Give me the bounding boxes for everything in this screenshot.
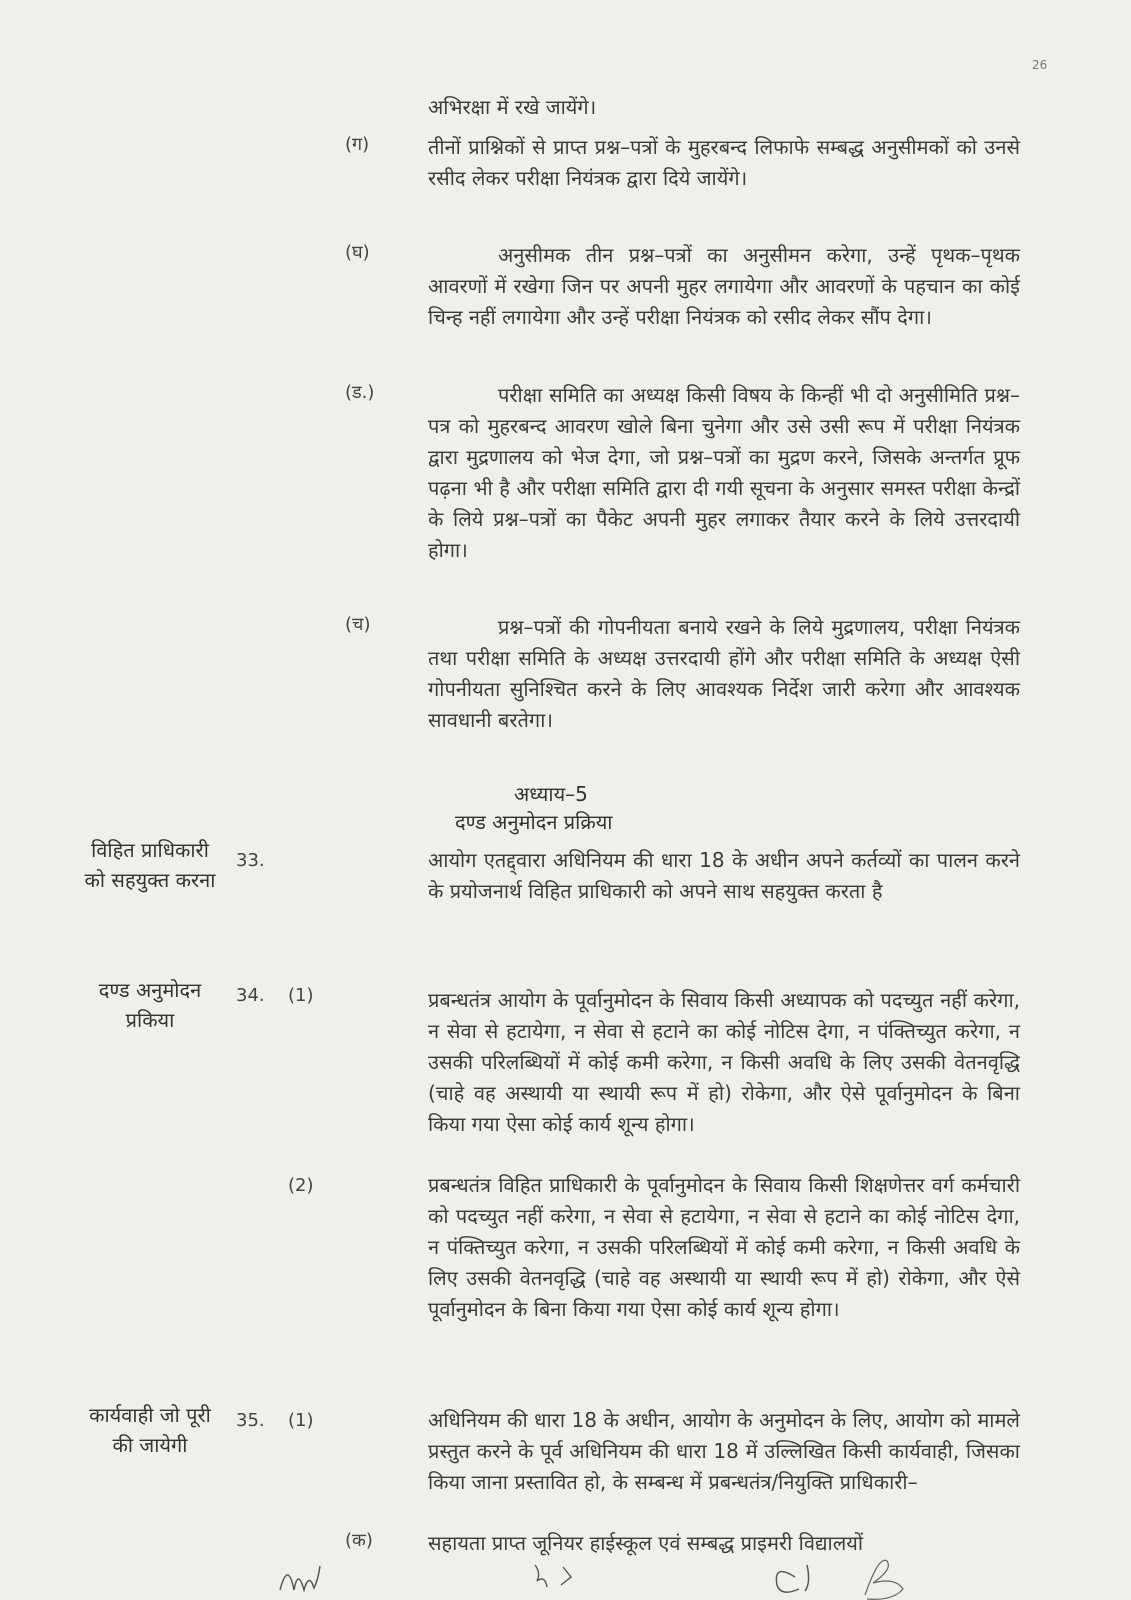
section-text-33: आयोग एतद्द्वारा अधिनियम की धारा 18 के अधीन अपने कर्तव्यों का पालन करने के प्रयोजनार्थ विहित प्राधिकारी को अपने साथ सहयुक्त करता है <box>428 848 1020 903</box>
section-number-34: 34. <box>236 985 265 1006</box>
continued-text: अभिरक्षा में रखे जायेंगे। <box>428 95 597 119</box>
section-number-35: 35. <box>236 1410 265 1431</box>
chapter-title: दण्ड अनुमोदन प्रक्रिया <box>455 810 613 834</box>
clause-text-ka: सहायता प्राप्त जूनियर हाईस्कूल एवं सम्बद्ध प्राइमरी विद्यालयों <box>428 1531 864 1555</box>
subsection-text-35-1: अधिनियम की धारा 18 के अधीन, आयोग के अनुमोदन के लिए, आयोग को मामले प्रस्तुत करने के पूर्व अधिनियम की धारा 18 में उल्लिखित किसी कार्यवाही, जिसका किया जाना प्रस्तावित हो, के सम्बन्ध में प्रबन्धतंत्र/नियुक्ति प्राधिकारी– <box>428 1408 1020 1494</box>
clause-text-cha: प्रश्न–पत्रों की गोपनीयता बनाये रखने के लिये मुद्रणालय, परीक्षा नियंत्रक तथा परीक्षा समिति के अध्यक्ष उत्तरदायी होंगे और परीक्षा समिति के अध्यक्ष ऐसी गोपनीयता सुनिश्चित करने के लिए आवश्यक निर्देश जारी करेगा और आवश्यक सावधानी बरतेगा। <box>428 615 1020 732</box>
subsection-label-34-1: (1) <box>288 985 314 1006</box>
clause-text-ga: तीनों प्राश्निकों से प्राप्त प्रश्न–पत्रों के मुहरबन्द लिफाफे सम्बद्ध अनुसीमकों को उनसे रसीद लेकर परीक्षा नियंत्रक द्वारा दिये जायेंगे। <box>428 135 1020 190</box>
clause-label-da: (ड.) <box>345 382 375 403</box>
subsection-text-34-1: प्रबन्धतंत्र आयोग के पूर्वानुमोदन के सिवाय किसी अध्यापक को पदच्युत नहीं करेगा, न सेवा से हटायेगा, न सेवा से हटाने का कोई नोटिस देगा, न पंक्तिच्युत करेगा, न उसकी परिलब्धियों में कोई कमी करेगा, न किसी अवधि के लिए उसकी वेतनवृद्धि (चाहे वह अस्थायी या स्थायी रूप में हो) रोकेगा, और ऐसे पूर्वानुमोदन के बिना किया गया ऐसा कोई कार्य शून्य होगा। <box>428 988 1020 1136</box>
clause-text-da: परीक्षा समिति का अध्यक्ष किसी विषय के किन्हीं भी दो अनुसीमिति प्रश्न–पत्र को मुहरबन्द आवरण खोले बिना चुनेगा और उसे उसी रूप में परीक्षा नियंत्रक द्वारा मुद्रणालय को भेज देगा, जो प्रश्न–पत्रों का मुद्रण करने, जिसके अन्तर्गत प्रूफ पढ़ना भी है और परीक्षा समिति द्वारा दी गयी सूचना के अनुसार समस्त परीक्षा केन्द्रों के लिये प्रश्न–पत्रों का पैकेट अपनी मुहर लगाकर तैयार करने के लिये उत्तरदायी होगा। <box>428 383 1020 562</box>
sidenote-35: कार्यवाही जो पूरी की जायेगी <box>89 1403 211 1457</box>
subsection-text-34-2: प्रबन्धतंत्र विहित प्राधिकारी के पूर्वानुमोदन के सिवाय किसी शिक्षणेत्तर वर्ग कर्मचारी को पदच्युत नहीं करेगा, न सेवा से हटायेगा, न सेवा से हटाने का कोई नोटिस देगा, न पंक्तिच्युत करेगा, न उसकी परिलब्धियों में कोई कमी करेगा, न किसी अवधि के लिए उसकी वेतनवृद्धि (चाहे वह अस्थायी या स्थायी रूप में हो) रोकेगा, और ऐसे पूर्वानुमोदन के बिना किया गया ऐसा कोई कार्य शून्य होगा। <box>428 1173 1020 1321</box>
clause-label-ga: (ग) <box>345 134 370 155</box>
clause-text-gha: अनुसीमक तीन प्रश्न–पत्रों का अनुसीमन करेगा, उन्हें पृथक–पृथक आवरणों में रखेगा जिन पर अपनी मुहर लगायेगा और आवरणों के पहचान का कोई चिन्ह नहीं लगायेगा और उन्हें परीक्षा नियंत्रक को रसीद लेकर सौंप देगा। <box>428 243 1020 329</box>
sidenote-33: विहित प्राधिकारी को सहयुक्त करना <box>84 838 216 892</box>
chapter-number: अध्याय–5 <box>514 782 588 806</box>
sidenote-34: दण्ड अनुमोदन प्रकिया <box>98 978 202 1032</box>
subsection-label-35-1: (1) <box>288 1410 314 1431</box>
handwritten-initials <box>275 1555 975 1600</box>
page-number: 26 <box>1032 58 1048 72</box>
clause-label-cha: (च) <box>345 614 371 635</box>
clause-label-ka: (क) <box>345 1530 373 1551</box>
clause-label-gha: (घ) <box>345 242 370 263</box>
section-number-33: 33. <box>236 850 265 871</box>
subsection-label-34-2: (2) <box>288 1175 314 1196</box>
